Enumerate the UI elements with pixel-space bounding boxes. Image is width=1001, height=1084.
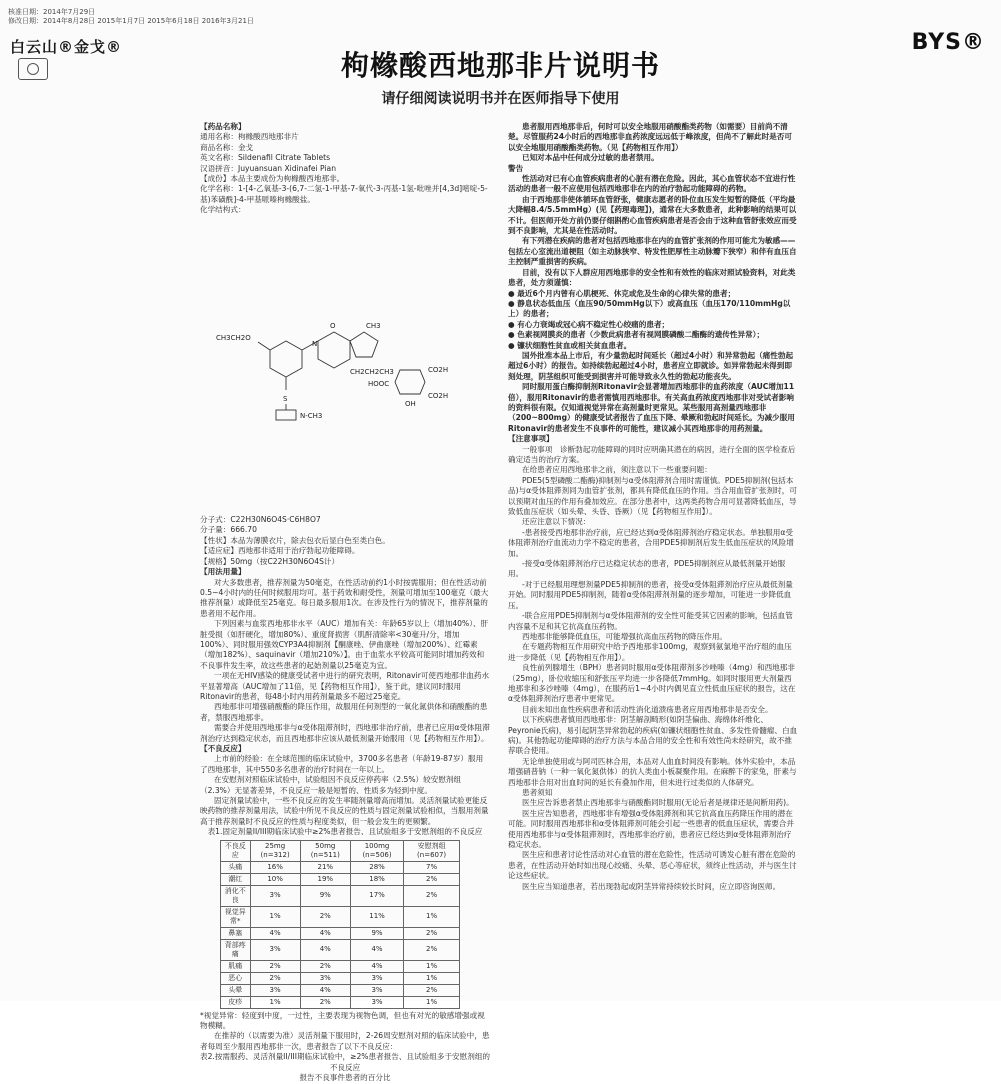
- warning-bullet: ● 色素视网膜炎的患者（少数此病患者有视网膜磷酸二酯酶的遗传性异常）；: [508, 330, 765, 340]
- company-logo: BYS®: [911, 30, 985, 55]
- adverse-para-2: 在安慰剂对照临床试验中，试验组因不良反应停药率（2.5%）较安慰剂组（2.3%）无显著差异，不良反应一般是短暂的、性质多为轻到中度。: [200, 775, 462, 795]
- warning-bullet-text: 色素视网膜炎的患者（少数此病患者有视网膜磷酸二酯酶的遗传性异常）；: [517, 330, 765, 340]
- table-cell: 2%: [404, 873, 460, 885]
- precaution-para: PDE5(5型磷酸二酯酶)抑制剂与α受体阻滞剂合用时需谨慎。PDE5抑制剂(包括本品)与α受体阻滞剂同为血管扩张剂，都具有降低血压的作用。当合用血管扩张剂时，可以预期对血压的作用有叠加效应。在部分患者中，这两类药物合用可显著降低血压，导致低血压症状（如头晕、头昏、昏厥）（见【药物相互作用】）。: [508, 475, 797, 517]
- table-cell: 3%: [300, 972, 350, 984]
- warning-para-1: 性活动对已有心血管疾病患者的心脏有潜在危险。因此，其心血管状态不宜进行性活动的患者一般不应使用包括西地那非在内的治疗勃起功能障碍的药物。: [508, 174, 796, 194]
- chem-label-n-methyl: N-CH3: [300, 411, 323, 420]
- table-cell: 2%: [404, 927, 460, 939]
- usage-para-3: 一项在无HIV感染的健康受试者中进行的研究表明，Ritonavir可使西地那非血药水平显著增高（AUC增加了11倍，见【药物相互作用】），鉴于此，建议同时服用Ritonavir的患者，每48小时内用药剂量最多不超过25毫克。: [200, 671, 490, 701]
- table1-note: *视觉异常：轻度到中度，一过性，主要表现为视物色调，但也有对光的敏感增强或视物模糊。: [200, 1010, 485, 1031]
- precaution-para: 医生应和患者讨论性活动对心血管的潜在危险性，性活动可诱发心脏有潜在危险的患者，在性活动开始时如出现心绞痛、头晕、恶心等症状，须终止性活动，并与医生讨论这些症状。: [508, 850, 797, 881]
- adverse-table: [220, 840, 460, 1009]
- table-cell: 2%: [404, 885, 460, 906]
- table-cell: 3%: [350, 984, 403, 996]
- table-cell: 21%: [300, 861, 350, 873]
- section-character: 【性状】本品为薄膜衣片，除去包衣后显白色至类白色。: [200, 535, 390, 545]
- chem-label-citric-2: HOOC: [368, 379, 390, 388]
- table-cell: 2%: [250, 960, 300, 972]
- table2-caption: 表2.按需服药、灵活剂量II/III期临床试验中，≥2%患者报告、且试验组多于安慰剂组的不良反应: [200, 1052, 491, 1072]
- trade-name: 商品名称：金戈: [200, 142, 254, 152]
- table-cell: 28%: [350, 861, 403, 873]
- table-cell: 头晕: [221, 984, 251, 996]
- precaution-para: [508, 445, 798, 466]
- table-cell: 4%: [300, 984, 350, 996]
- table-cell: 11%: [350, 906, 403, 927]
- generic-name: 通用名称：枸橼酸西地那非片: [200, 132, 299, 142]
- adverse-para-1: 上市前的经验：在全球范围的临床试验中，3700多名患者（年龄19-87岁）服用了西地那非，其中550多名患者的治疗时间在一年以上。: [200, 754, 484, 774]
- precaution-para: 医生应当知道患者，若出现勃起或阴茎异常持续较长时间，应立即咨询医师。: [522, 881, 781, 891]
- table-cell: 头痛: [221, 861, 251, 873]
- usage-para-2: 下列因素与血浆西地那非水平（AUC）增加有关：年龄65岁以上（增加40%）、肝脏受损（如肝硬化，增加80%）、重度肾损害（肌酐清除率<30毫升/分，增加100%）、同时服用强效CYP3A4抑制剂【酮康唑、伊曲康唑（增加200%）、红霉素（增加182%）、saquinavir（增加210%）】。由于血浆水平较高可能同时增加药效和不良事件发生率，故这些患者的起始剂量以25毫克为宜。: [200, 619, 489, 670]
- warning-para-4: 目前，没有以下人群应用西地那非的安全性和有效性的临床对照试验资料，对此类患者，处方须谨慎：: [508, 267, 796, 288]
- table-row: [221, 861, 460, 873]
- usage-para-4: 西地那非可增强硝酸酯的降压作用，故服用任何剂型的一氧化氮供体和硝酸酯的患者，禁服西地那非。: [200, 702, 488, 722]
- table-cell: 3%: [250, 885, 300, 906]
- chem-label-propyl: CH2CH2CH3: [350, 367, 394, 376]
- warning-bullet-text: 静息状态低血压（血压90/50mmHg以下）或高血压（血压170/110mmHg以上）的患者；: [508, 298, 791, 319]
- table-cell: 4%: [300, 939, 350, 960]
- table-cell: 3%: [250, 939, 300, 960]
- general-head: 一般事项: [522, 444, 553, 454]
- brand-name: 白云山®金戈®: [10, 38, 123, 56]
- structure-label: 化学结构式：: [200, 205, 246, 215]
- chem-label-ethoxy: CH3CH2O: [216, 333, 251, 342]
- table-cell: 3%: [350, 972, 403, 984]
- precaution-para: 无论单独使用或与阿司匹林合用，本品对人血血时间没有影响。体外实验中，本品增强硝普钠（一种一氧化氮供体）的抗人类血小板凝聚作用。在麻醉下的家兔，肝素与西地那非合用对出血时间的延长有叠加作用，但未进行过类似的人体研究。: [508, 756, 797, 787]
- warning-para-2: 由于西地那非使体循环血管舒张，健康志愿者的卧位血压发生短暂的降低（平均最大降幅8.4/5.5mmHg）(见【药理毒理】)，通常在大多数患者，此种影响的结果可以不计。但医师开处方前仍要仔细斟酌心血管疾病患者是否会由于这种血管舒张效应而受到不良影响，尤其是在性活动时。: [508, 194, 797, 236]
- table-row: [221, 960, 460, 972]
- chem-label-sulfur: S: [283, 394, 288, 403]
- table-header-cell: 25mg (n=312): [250, 840, 300, 861]
- table-cell: 10%: [250, 873, 300, 885]
- precaution-para: 在专题药物相互作用研究中给予西地那非100mg，观察到氨氯地平治疗组的血压进一步降低（见【药物相互作用】）。: [508, 642, 792, 662]
- table-header-cell: 100mg (n=506): [350, 840, 403, 861]
- table-cell: 1%: [250, 906, 300, 927]
- right-column: [508, 122, 798, 892]
- warning-bullet-text: 有心力衰竭或冠心病不稳定性心绞痛的患者；: [517, 319, 670, 329]
- warning-bullet-text: 镰状细胞性贫血或相关贫血患者。: [517, 340, 632, 350]
- molecular-weight: 分子量：666.70: [200, 525, 257, 535]
- warning-bullet-text: 最近6个月内曾有心肌梗死、休克或危及生命的心律失常的患者；: [517, 288, 736, 298]
- precaution-para: 以下疾病患者慎用西地那非：阴茎解剖畸形(如阴茎偏曲、海绵体纤维化、Peyronie氏病)，易引起阴茎异常勃起的疾病(如镰状细胞性贫血、多发性骨髓瘤、白血病)。其他勃起功能障碍的治疗方法与本品合用的安全性和有效性尚未经研究，故不推荐联合使用。: [508, 715, 798, 756]
- table-cell: 9%: [300, 885, 350, 906]
- molecular-formula: 分子式：C22H30N6O4S·C6H8O7: [200, 515, 321, 525]
- table1-caption: 表1.固定剂量II/III期临床试验中≥2%患者报告、且试验组多于安慰剂组的不良反应: [207, 827, 483, 837]
- section-precautions: 【注意事项】: [508, 434, 554, 444]
- chemical-name: 化学名称：1-[4-乙氧基-3-(6,7-二氢-1-甲基-7-氧代-3-丙基-1氢-吡唑并[4,3d]嘧啶-5-基)苯磺酰]-4-甲基哌嗪枸橼酸盐。: [200, 184, 488, 204]
- section-adverse: 【不良反应】: [200, 744, 246, 753]
- section-drug-name: 【药品名称】: [200, 122, 246, 131]
- english-name: 英文名称：Sildenafil Citrate Tablets: [200, 153, 331, 163]
- table-header-row: [221, 840, 460, 861]
- table-cell: 背部疼痛: [221, 939, 251, 960]
- table-cell: 4%: [350, 939, 403, 960]
- section-spec: 【规格】50mg（按C22H30N6O4S计）: [200, 556, 340, 566]
- table-cell: 1%: [404, 972, 460, 984]
- precaution-para: -接受α受体阻滞剂治疗已达稳定状态的患者，PDE5抑制剂应从最低剂量开始服用。: [508, 559, 786, 579]
- chem-label-oxo: O: [330, 321, 336, 330]
- warning-para-5: 国外批准本品上市后，有少量勃起时间延长（超过4小时）和异常勃起（痛性勃起超过6小时）的报告。如持续勃起超过4小时，患者应立即就诊。如异常勃起未得到即刻处理，阴茎组织可能受到损害并可能导致永久性的勃起功能丧失。: [508, 350, 794, 381]
- section-composition: 【成份】本品主要成份为枸橼酸西地那非。: [200, 174, 345, 184]
- table-row: [221, 885, 460, 906]
- precaution-para: 医生应告知患者，西地那非有增强α受体阻滞剂和其它抗高血压药降压作用的潜在可能。同时服用西地那非和α受体阻滞剂可能会引起一些患者的低血压症状，需要合并使用西地那非与α受体阻滞剂时，西地那非治疗前，患者应已经达到α受体阻滞剂治疗稳定状态。: [508, 808, 794, 850]
- chem-label-citric-oh: OH: [405, 399, 416, 408]
- adverse-para-3: 固定剂量试验中，一些不良反应的发生率随剂量增高而增加。灵活剂量试验更能反映药物的推荐剂量用法，试验中所见不良反应的性质与固定剂量试验相似，当服用剂量高于推荐剂量时不良反应的性质与程度类似，但一般会发生的更频繁。: [200, 796, 489, 826]
- section-usage: 【用法用量】: [200, 567, 246, 577]
- chemical-structure: [200, 220, 490, 510]
- precaution-para: 西地那非能够降低血压，可能增强抗高血压药物的降压作用。: [522, 631, 728, 641]
- table-cell: 鼻塞: [221, 927, 251, 939]
- table-row: [221, 873, 460, 885]
- table-cell: 19%: [300, 873, 350, 885]
- table-cell: 3%: [350, 996, 403, 1008]
- table-cell: 1%: [404, 996, 460, 1008]
- approval-date: 核准日期：2014年7月29日: [8, 8, 96, 16]
- table-cell: 2%: [404, 939, 460, 960]
- section-warning: 警告: [508, 163, 524, 173]
- chem-label-citric-1: CO2H: [428, 365, 449, 374]
- warning-para-3: 有下列潜在疾病的患者对包括西地那非在内的血管扩张剂的作用可能尤为敏感——包括左心室流出道梗阻（如主动脉狭窄、特发性肥厚性主动脉瓣下狭窄）和伴有血压自主控制严重损害的疾病。: [508, 236, 797, 267]
- pinyin-name: 汉语拼音：Juyuansuan Xidinafei Pian: [200, 163, 337, 173]
- table-row: [221, 927, 460, 939]
- table-cell: 潮红: [221, 873, 251, 885]
- precaution-para: 良性前列腺增生（BPH）患者同时服用α受体阻滞剂多沙唑嗪（4mg）和西地那非（25mg），卧位收缩压和舒张压平均进一步各降低7mmHg。如同时服用更大剂量西地那非和多沙唑嗪（4mg），在服药后1~4小时内偶见直立性低血压症状的报告，这在α受体阻滞剂治疗患者中更常见。: [508, 663, 796, 704]
- precaution-para: 医生应告诉患者禁止西地那非与硝酸酯同时服用(无论后者是规律还是间断用药)。: [522, 798, 794, 808]
- table-row: [221, 972, 460, 984]
- warning-bullet: ● 有心力衰竭或冠心病不稳定性心绞痛的患者；: [508, 319, 670, 329]
- adverse-table-body: [221, 861, 460, 1008]
- flex-dose-note: 在推荐的（以需要为准）灵活剂量下服用时，2-26周安慰剂对照的临床试验中，患者每周至少服用西地那非一次，患者报告了以下不良反应：: [200, 1031, 490, 1051]
- chem-label-n: N: [312, 339, 318, 348]
- table-cell: 2%: [404, 984, 460, 996]
- warning-para-6: 同时服用蛋白酶抑制剂Ritonavir会显著增加西地那非的血药浓度（AUC增加11倍），服用Ritonavir的患者需慎用西地那非。有关高血药浓度西地那非对受试者影响的资料很有限。仅知道视觉异常在高剂量时更常见。某些服用高剂量西地那非（200~800mg）的健康受试者报告了血压下降、晕厥和勃起时间延长。为减少服用Ritonavir的患者发生不良事件的可能性，建议减小其西地那非的用药剂量。: [508, 382, 795, 433]
- patient-info-head: 患者须知: [522, 788, 553, 797]
- table-row: [221, 906, 460, 927]
- table-cell: 4%: [350, 960, 403, 972]
- table-cell: 消化不良: [221, 885, 251, 906]
- table-header-cell: 不良反应: [221, 840, 251, 861]
- table2-header: 报告不良事件患者的百分比: [299, 1073, 391, 1083]
- precaution-para: 在给患者应用西地那非之前，须注意以下一些重要问题：: [522, 465, 712, 475]
- table-cell: 18%: [350, 873, 403, 885]
- table-cell: 视觉异常*: [221, 906, 251, 927]
- warning-bullet: ● 最近6个月内曾有心肌梗死、休克或危及生命的心律失常的患者；: [508, 288, 736, 298]
- chem-label-methyl: CH3: [366, 321, 381, 330]
- table-cell: 2%: [300, 996, 350, 1008]
- table-cell: 4%: [300, 927, 350, 939]
- table-cell: 1%: [250, 996, 300, 1008]
- approval-dates: [8, 8, 254, 26]
- general-text: 诊断勃起功能障碍的同时应明确其潜在的病因，进行全面的医学检查后确定适当的治疗方案。: [508, 444, 796, 464]
- revision-dates: 修改日期：2014年8月28日 2015年1月7日 2015年6月18日 2016年3月21日: [8, 17, 254, 25]
- table-cell: 16%: [250, 861, 300, 873]
- precaution-para: 目前未知出血性疾病患者和活动性消化道溃疡患者应用西地那非是否安全。: [522, 704, 773, 714]
- table-cell: 肌痛: [221, 960, 251, 972]
- precaution-para: -联合应用PDE5抑制剂与α受体阻滞剂的安全性可能受其它因素的影响，包括血管内容量不足和其它抗高血压药物。: [508, 611, 793, 631]
- precaution-para: -患者接受西地那非治疗前，应已经达到α受体阻滞剂治疗稳定状态。单独服用α受体阻滞剂治疗血流动力学不稳定的患者，合用PDE5抑制剂后发生低血压症状的风险增加。: [508, 527, 794, 558]
- table-cell: 皮疹: [221, 996, 251, 1008]
- table-cell: 1%: [404, 960, 460, 972]
- table-cell: 4%: [250, 927, 300, 939]
- table-row: [221, 984, 460, 996]
- warning-bullet: ● 静息状态低血压（血压90/50mmHg以下）或高血压（血压170/110mmHg以上）的患者；: [508, 298, 791, 319]
- contra-para-1: 患者服用西地那非后，何时可以安全地服用硝酸酯类药物（如需要）目前尚不清楚。尽管服药24小时后的西地那非血药浓度远远低于峰浓度，但尚不了解此时是否可以安全地服用硝酸酯类药物。（见【药物相互作用】）: [508, 122, 792, 152]
- usage-para-5: 需要合并使用西地那非与α受体阻滞剂时，西地那非治疗前，患者已应用α受体阻滞剂治疗达到稳定状态，而且西地那非应该从最低剂量开始服用（见【药物相互作用】）。: [200, 723, 490, 743]
- left-column: [200, 122, 490, 1084]
- table-cell: 2%: [300, 960, 350, 972]
- warning-bullet: ● 镰状细胞性贫血或相关贫血患者。: [508, 340, 632, 350]
- table-row: [221, 939, 460, 960]
- page-subtitle: 请仔细阅读说明书并在医师指导下使用: [381, 91, 620, 107]
- table-cell: 2%: [300, 906, 350, 927]
- table-cell: 3%: [250, 984, 300, 996]
- table-cell: 2%: [250, 972, 300, 984]
- table-cell: 9%: [350, 927, 403, 939]
- table-cell: 7%: [404, 861, 460, 873]
- section-indication: 【适应症】西地那非适用于治疗勃起功能障碍。: [200, 546, 360, 556]
- table-header-cell: 50mg (n=511): [300, 840, 350, 861]
- contra-para-2: 已知对本品中任何成分过敏的患者禁用。: [522, 153, 659, 163]
- precaution-para: 还应注意以下情况：: [522, 517, 591, 527]
- page-title: 枸橼酸西地那非片说明书: [340, 49, 660, 82]
- table-cell: 恶心: [221, 972, 251, 984]
- usage-para-1: 对大多数患者，推荐剂量为50毫克，在性活动前约1小时按需服用；但在性活动前0.5~4小时内的任何时候服用均可。基于药效和耐受性，剂量可增加至100毫克（最大推荐剂量）或降低至25毫克。每日最多服用1次。在涉及性行为的情况下，推荐剂量的患者用不起作用。: [200, 577, 489, 618]
- table-cell: 1%: [404, 906, 460, 927]
- table-row: [221, 996, 460, 1008]
- precaution-para: -对于已经服用理想剂量PDE5抑制剂的患者，接受α受体阻滞剂治疗应从最低剂量开始。同时服用PDE5抑制剂，随着α受体阻滞剂剂量的逐步增加，可能进一步降低血压。: [508, 579, 793, 610]
- chem-label-citric-3: CO2H: [428, 391, 449, 400]
- table-header-cell: 安慰剂组 (n=607): [404, 840, 460, 861]
- table-cell: 17%: [350, 885, 403, 906]
